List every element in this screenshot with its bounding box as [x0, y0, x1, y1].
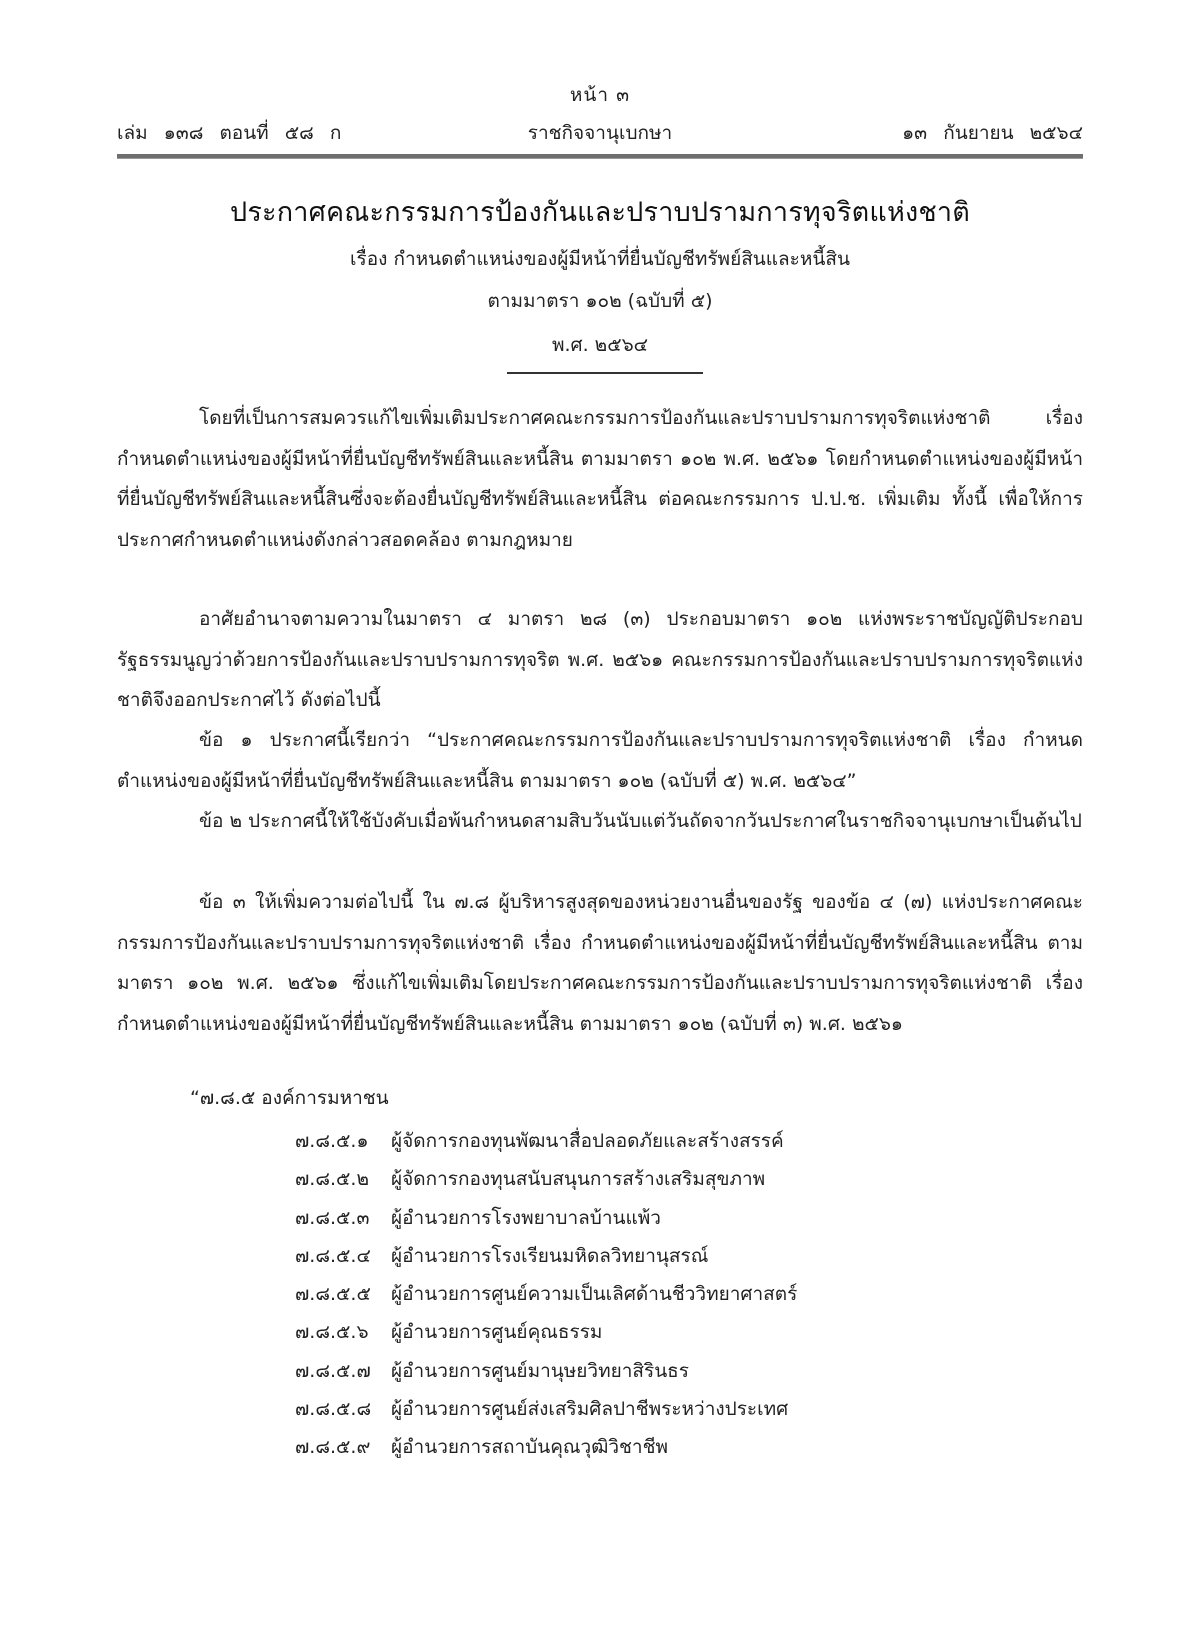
clause-1	[117, 720, 1083, 801]
clause-2	[117, 801, 1083, 842]
document-section: ตามมาตรา ๑๐๒ (ฉบับที่ ๕)	[487, 290, 713, 312]
publication-date: ๑๓ กันยายน ๒๕๖๔	[902, 122, 1083, 144]
item-text: ผู้จัดการกองทุนสนับสนุนการสร้างเสริมสุขภาพ	[391, 1168, 766, 1191]
item-text: ผู้อำนวยการโรงเรียนมหิดลวิทยานุสรณ์	[391, 1244, 709, 1267]
header-divider	[117, 154, 1083, 159]
list-heading: “๗.๘.๕ องค์การมหาชน	[190, 1087, 389, 1109]
paragraph-text: ข้อ ๓ ให้เพิ่มความต่อไปนี้ ใน ๗.๘ ผู้บริหารสูงสุดของหน่วยงานอื่นของรัฐ ของข้อ ๔ (๗) แห่งประกาศคณะกรรมการป้องกันและปราบปรามการทุจริตแห่งชาติ เรื่อง กำหนดตำแหน่งของผู้มีหน้าที่ยื่นบัญชีทรัพย์สินและหนี้สิน ตามมาตรา ๑๐๒ พ.ศ. ๒๕๖๑ ซึ่งแก้ไขเพิ่มเติมโดยประกาศคณะกรรมการป้องกันและปราบปรามการทุจริตแห่งชาติ เรื่อง กำหนดตำแหน่งของผู้มีหน้าที่ยื่นบัญชีทรัพย์สินและหนี้สิน ตามมาตรา ๑๐๒ (ฉบับที่ ๓) พ.ศ. ๒๕๖๑	[117, 891, 1083, 1035]
volume-issue: เล่ม ๑๓๘ ตอนที่ ๕๘ ก	[117, 122, 342, 144]
list-item	[295, 1428, 797, 1466]
preamble-paragraph	[117, 398, 1083, 560]
list-item	[295, 1352, 797, 1390]
item-number: ๗.๘.๕.๗	[295, 1359, 371, 1382]
item-number: ๗.๘.๕.๒	[295, 1168, 369, 1191]
document-subject: เรื่อง กำหนดตำแหน่งของผู้มีหน้าที่ยื่นบัญชีทรัพย์สินและหนี้สิน	[350, 248, 850, 270]
list-item	[295, 1275, 797, 1313]
item-number: ๗.๘.๕.๓	[295, 1206, 370, 1229]
position-list	[295, 1122, 797, 1467]
authority-paragraph	[117, 599, 1083, 721]
list-item	[295, 1313, 797, 1351]
item-text: ผู้อำนวยการศูนย์คุณธรรม	[391, 1321, 603, 1344]
item-number: ๗.๘.๕.๖	[295, 1321, 369, 1344]
clause-3	[117, 882, 1083, 1044]
item-text: ผู้อำนวยการศูนย์มานุษยวิทยาสิรินธร	[391, 1359, 689, 1382]
item-text: ผู้อำนวยการโรงพยาบาลบ้านแพ้ว	[391, 1206, 661, 1229]
paragraph-text: ข้อ ๑ ประกาศนี้เรียกว่า “ประกาศคณะกรรมการป้องกันและปราบปรามการทุจริตแห่งชาติ เรื่อง กำหนดตำแหน่งของผู้มีหน้าที่ยื่นบัญชีทรัพย์สินและหนี้สิน ตามมาตรา ๑๐๒ (ฉบับที่ ๕) พ.ศ. ๒๕๖๔”	[117, 729, 1083, 792]
item-text: ผู้อำนวยการศูนย์ส่งเสริมศิลปาชีพระหว่างประเทศ	[391, 1398, 789, 1421]
list-item	[295, 1199, 797, 1237]
item-number: ๗.๘.๕.๔	[295, 1244, 371, 1267]
document-title: ประกาศคณะกรรมการป้องกันและปราบปรามการทุจริตแห่งชาติ	[230, 197, 970, 228]
document-year: พ.ศ. ๒๕๖๔	[551, 334, 649, 356]
item-text: ผู้จัดการกองทุนพัฒนาสื่อปลอดภัยและสร้างสรรค์	[391, 1130, 784, 1152]
publication-name: ราชกิจจานุเบกษา	[527, 122, 673, 144]
item-number: ๗.๘.๕.๙	[295, 1436, 371, 1459]
page-number: หน้า ๓	[569, 84, 631, 106]
item-number: ๗.๘.๕.๕	[295, 1283, 371, 1306]
item-number: ๗.๘.๕.๑	[295, 1130, 369, 1152]
paragraph-text: อาศัยอำนาจตามความในมาตรา ๔ มาตรา ๒๘ (๓) ประกอบมาตรา ๑๐๒ แห่งพระราชบัญญัติประกอบรัฐธรรมนูญว่าด้วยการป้องกันและปราบปรามการทุจริต พ.ศ. ๒๕๖๑ คณะกรรมการป้องกันและปราบปรามการทุจริตแห่งชาติจึงออกประกาศไว้ ดังต่อไปนี้	[117, 608, 1083, 711]
item-number: ๗.๘.๕.๘	[295, 1398, 372, 1421]
list-item	[295, 1237, 797, 1275]
list-item	[295, 1390, 797, 1428]
item-text: ผู้อำนวยการศูนย์ความเป็นเลิศด้านชีววิทยาศาสตร์	[391, 1283, 798, 1306]
list-item	[295, 1122, 797, 1160]
item-text: ผู้อำนวยการสถาบันคุณวุฒิวิชาชีพ	[391, 1436, 669, 1459]
list-item	[295, 1160, 797, 1198]
paragraph-text: ข้อ ๒ ประกาศนี้ให้ใช้บังคับเมื่อพ้นกำหนดสามสิบวันนับแต่วันถัดจากวันประกาศในราชกิจจานุเบกษาเป็นต้นไป	[199, 810, 1082, 832]
title-divider	[507, 372, 703, 374]
paragraph-text: โดยที่เป็นการสมควรแก้ไขเพิ่มเติมประกาศคณะกรรมการป้องกันและปราบปรามการทุจริตแห่งชาติ เรื่อง กำหนดตำแหน่งของผู้มีหน้าที่ยื่นบัญชีทรัพย์สินและหนี้สิน ตามมาตรา ๑๐๒ พ.ศ. ๒๕๖๑ โดยกำหนดตำแหน่งของผู้มีหน้าที่ยื่นบัญชีทรัพย์สินและหนี้สินซึ่งจะต้องยื่นบัญชีทรัพย์สินและหนี้สิน ต่อคณะกรรมการ ป.ป.ช. เพิ่มเติม ทั้งนี้ เพื่อให้การประกาศกำหนดตำแหน่งดังกล่าวสอดคล้อง ตามกฎหมาย	[117, 407, 1083, 551]
gazette-header	[117, 118, 1083, 148]
